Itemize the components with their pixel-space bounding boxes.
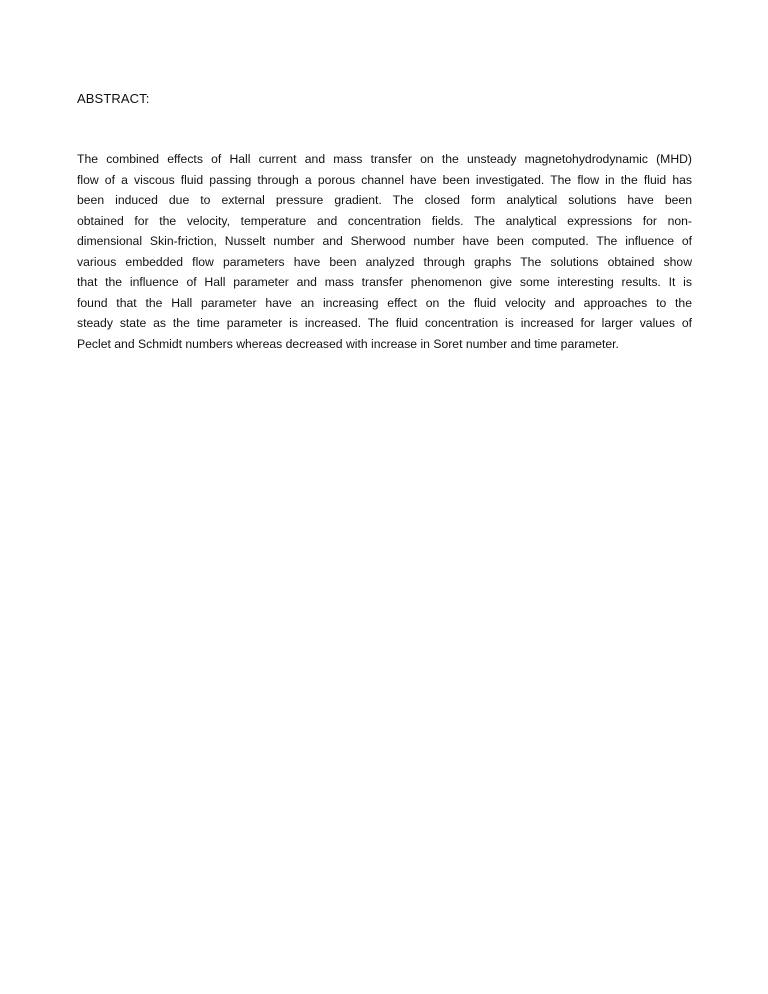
abstract-line: flow of a viscous fluid passing through a porous channel have been investigated. The flow in the fluid has: [77, 172, 692, 187]
abstract-line: that the influence of Hall parameter and mass transfer phenomenon give some interesting results. It is: [77, 275, 692, 290]
abstract-line: dimensional Skin-friction, Nusselt number and Sherwood number have been computed. The influence of: [77, 234, 692, 249]
abstract-line: obtained for the velocity, temperature and concentration fields. The analytical expressions for non-: [77, 213, 692, 228]
abstract-line: found that the Hall parameter have an increasing effect on the fluid velocity and approaches to the: [77, 295, 692, 310]
abstract-line: Peclet and Schmidt numbers whereas decreased with increase in Soret number and time parameter.: [77, 336, 619, 351]
abstract-line: The combined effects of Hall current and mass transfer on the unsteady magnetohydrodynamic (MHD): [77, 152, 692, 166]
abstract-line: various embedded flow parameters have been analyzed through graphs The solutions obtained show: [77, 254, 692, 269]
abstract-heading: ABSTRACT:: [77, 91, 150, 106]
abstract-line: steady state as the time parameter is increased. The fluid concentration is increased for larger values of: [77, 316, 692, 331]
abstract-paragraph: [77, 149, 692, 354]
abstract-line: been induced due to external pressure gradient. The closed form analytical solutions have been: [77, 193, 692, 208]
